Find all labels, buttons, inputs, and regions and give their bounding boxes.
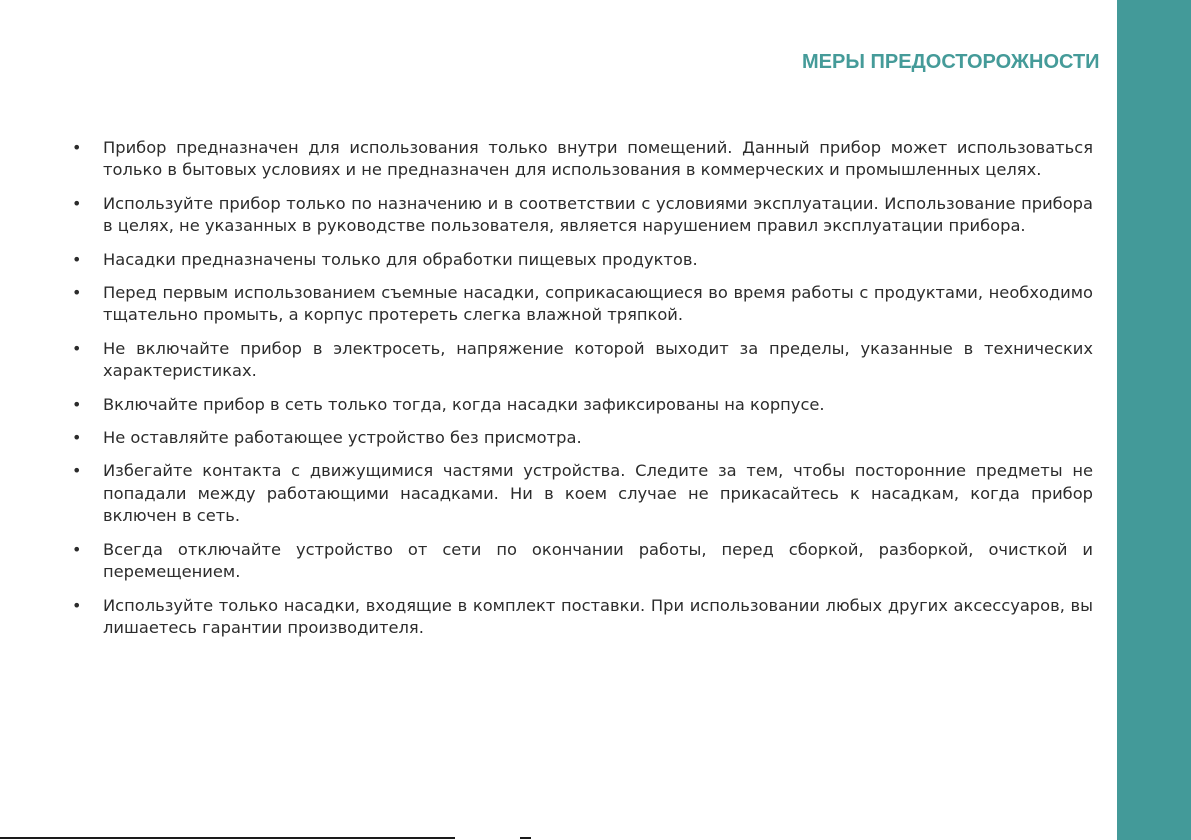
rule-text: Включайте прибор в сеть только тогда, когда насадки зафиксированы на корпусе. [103, 394, 825, 414]
rule-item [72, 249, 1093, 271]
bullet-icon: • [72, 193, 82, 213]
rule-item [72, 394, 1093, 416]
bullet-icon: • [72, 595, 82, 615]
rule-text: Перед первым использованием съемные насадки, соприкасающиеся во время работы с продуктами, необходимо тщательно промыть, а корпус протереть слегка влажной тряпкой. [103, 283, 1093, 325]
rule-text: Не оставляйте работающее устройство без присмотра. [103, 428, 582, 448]
bullet-icon: • [72, 394, 82, 414]
bullet-icon: • [72, 249, 82, 269]
rule-text: Избегайте контакта с движущимися частями устройства. Следите за тем, чтобы посторонние предметы не попадали между работающими насадками. Ни в коем случае не прикасайтесь к насадкам, когда прибор включен в сеть. [103, 461, 1093, 526]
rule-item [72, 137, 1093, 182]
bullet-icon: • [72, 138, 82, 157]
rule-item [72, 460, 1093, 527]
page-heading: МЕРЫ ПРЕДОСТОРОЖНОСТИ [802, 51, 1100, 73]
safety-rules-list [72, 137, 1093, 650]
rule-text: Насадки предназначены только для обработки пищевых продуктов. [103, 249, 698, 269]
rule-text: Используйте только насадки, входящие в комплект поставки. При использовании любых других аксессуаров, вы лишаетесь гарантии производителя. [103, 595, 1093, 637]
bullet-icon: • [72, 461, 82, 481]
bullet-icon: • [72, 539, 82, 559]
rule-text: Используйте прибор только по назначению и в соответствии с условиями эксплуатации. Использование прибора в целях, не указанных в руководстве пользователя, является нарушением правил эксплуатации прибора. [103, 193, 1093, 236]
rule-item [72, 427, 1093, 449]
rule-text: Прибор предназначен для использования только внутри помещений. Данный прибор может использоваться только в бытовых условиях и не предназначен для использования в коммерческих и промышленных целях. [103, 138, 1093, 180]
side-accent-band [1117, 0, 1191, 840]
bullet-icon: • [72, 338, 82, 358]
rule-text: Не включайте прибор в электросеть, напряжение которой выходит за пределы, указанные в технических характеристиках. [103, 338, 1093, 381]
rule-item [72, 338, 1093, 383]
footer-divider [0, 837, 455, 839]
rule-item [72, 539, 1093, 584]
footer-mark [520, 837, 531, 839]
rule-text: Всегда отключайте устройство от сети по окончании работы, перед сборкой, разборкой, очисткой и перемещением. [103, 539, 1093, 582]
rule-item [72, 282, 1093, 327]
rule-item [72, 595, 1093, 640]
bullet-icon: • [72, 428, 82, 448]
rule-item [72, 193, 1093, 238]
bullet-icon: • [72, 283, 82, 303]
